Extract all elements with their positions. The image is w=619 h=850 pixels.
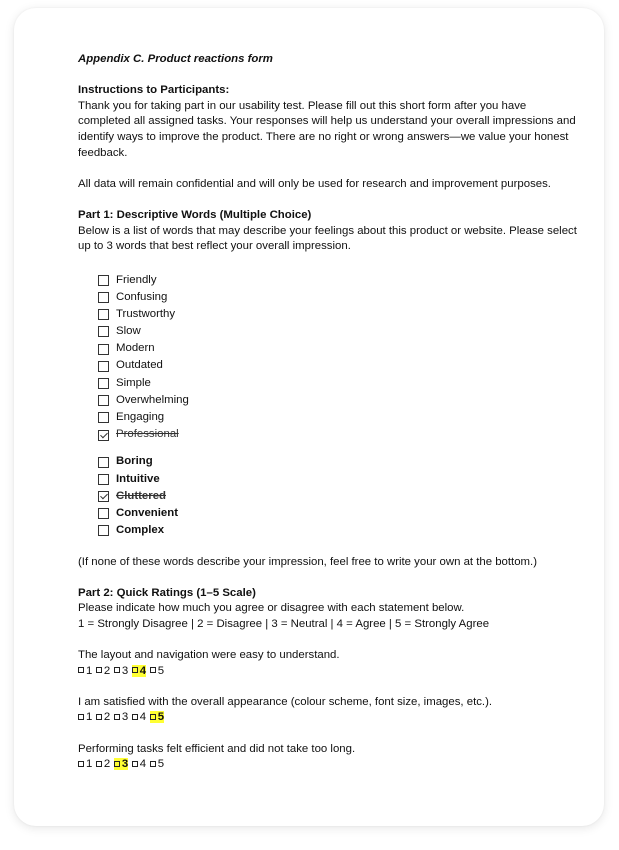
- rating-option-label: 2: [103, 664, 111, 677]
- checkbox[interactable]: [98, 378, 109, 389]
- word-option-outdated[interactable]: [98, 358, 578, 375]
- rating-option-label: 5: [157, 664, 165, 677]
- rating-checkbox[interactable]: [132, 761, 138, 767]
- rating-option-4-selected[interactable]: [132, 665, 147, 677]
- rating-option-label: 4: [139, 711, 147, 724]
- rating-option-1[interactable]: [78, 711, 93, 723]
- part1-note: (If none of these words describe your impression, feel free to write your own at the bottom.): [78, 555, 538, 568]
- rating-option-label: 5: [157, 758, 165, 771]
- word-option-label: Boring: [116, 455, 153, 468]
- word-option-label: Intuitive: [116, 472, 160, 485]
- rating-statement: The layout and navigation were easy to understand.: [78, 649, 340, 662]
- word-option-label: Trustworthy: [116, 307, 176, 320]
- rating-option-3[interactable]: [114, 665, 129, 677]
- rating-option-label: 1: [86, 664, 93, 677]
- word-option-cluttered[interactable]: [98, 488, 578, 505]
- rating-checkbox[interactable]: [114, 761, 120, 767]
- checkbox[interactable]: [98, 275, 109, 286]
- checkbox-checked[interactable]: [98, 430, 109, 441]
- rating-option-label: 3: [121, 758, 129, 771]
- form-content: [78, 52, 578, 773]
- checkbox[interactable]: [98, 508, 109, 519]
- rating-checkbox[interactable]: [132, 667, 138, 673]
- rating-option-5-selected[interactable]: [150, 711, 165, 723]
- rating-option-3[interactable]: [114, 711, 129, 723]
- rating-option-5[interactable]: [150, 665, 165, 677]
- word-option-intuitive[interactable]: [98, 471, 578, 488]
- checkbox[interactable]: [98, 309, 109, 320]
- rating-options: [78, 664, 578, 680]
- checkbox[interactable]: [98, 344, 109, 355]
- word-option-complex[interactable]: [98, 522, 578, 539]
- instructions-paragraph: Thank you for taking part in our usability test. Please fill out this short form after you have completed all assigned tasks. Your responses will help us understand your overall impressions and identify ways to improve the product. There are no right or wrong answers—we value your honest feedback.: [78, 99, 576, 159]
- rating-option-1[interactable]: [78, 665, 93, 677]
- rating-checkbox[interactable]: [114, 667, 120, 673]
- word-option-label: Professional: [116, 428, 179, 441]
- rating-option-label: 1: [86, 711, 93, 724]
- rating-checkbox[interactable]: [96, 714, 102, 720]
- rating-checkbox[interactable]: [96, 667, 102, 673]
- part1-description: Below is a list of words that may describe your feelings about this product or website. Please select up to 3 words that best reflect your overall impression.: [78, 224, 577, 253]
- rating-option-label: 2: [103, 711, 111, 724]
- word-option-label: Simple: [116, 376, 151, 389]
- rating-option-label: 4: [139, 664, 147, 677]
- rating-checkbox[interactable]: [150, 714, 156, 720]
- rating-option-label: 3: [121, 664, 129, 677]
- word-option-label: Cluttered: [116, 489, 166, 502]
- checkbox[interactable]: [98, 361, 109, 372]
- word-option-label: Engaging: [116, 411, 165, 424]
- rating-option-1[interactable]: [78, 758, 93, 770]
- part1-heading: Part 1: Descriptive Words (Multiple Choice): [78, 208, 312, 221]
- rating-option-3-selected[interactable]: [114, 758, 129, 770]
- rating-checkbox[interactable]: [114, 714, 120, 720]
- rating-checkbox[interactable]: [150, 667, 156, 673]
- word-option-label: Overwhelming: [116, 393, 189, 406]
- word-option-label: Outdated: [116, 359, 163, 372]
- word-option-trustworthy[interactable]: [98, 306, 578, 323]
- word-option-slow[interactable]: [98, 323, 578, 340]
- word-option-friendly[interactable]: [98, 272, 578, 289]
- word-checklist-group2: [78, 454, 578, 540]
- checkbox-checked[interactable]: [98, 491, 109, 502]
- rating-checkbox[interactable]: [78, 714, 84, 720]
- word-option-boring[interactable]: [98, 454, 578, 471]
- word-option-modern[interactable]: [98, 340, 578, 357]
- rating-statements: [78, 633, 578, 773]
- word-option-label: Slow: [116, 325, 141, 338]
- word-option-label: Friendly: [116, 273, 157, 286]
- word-option-confusing[interactable]: [98, 289, 578, 306]
- word-option-label: Complex: [116, 524, 165, 537]
- word-option-label: Modern: [116, 342, 155, 355]
- part2-heading: Part 2: Quick Ratings (1–5 Scale): [78, 586, 256, 599]
- word-option-professional[interactable]: [98, 426, 578, 443]
- checkbox[interactable]: [98, 412, 109, 423]
- rating-statement: I am satisfied with the overall appearance (colour scheme, font size, images, etc.).: [78, 695, 493, 708]
- rating-checkbox[interactable]: [78, 761, 84, 767]
- confidentiality-paragraph: All data will remain confidential and will only be used for research and improvement purposes.: [78, 177, 551, 190]
- checkbox[interactable]: [98, 326, 109, 337]
- word-option-label: Confusing: [116, 290, 168, 303]
- instructions-heading: Instructions to Participants:: [78, 84, 230, 97]
- checkbox[interactable]: [98, 292, 109, 303]
- word-option-simple[interactable]: [98, 375, 578, 392]
- rating-option-2[interactable]: [96, 758, 111, 770]
- rating-options: [78, 710, 578, 726]
- rating-checkbox[interactable]: [132, 714, 138, 720]
- rating-option-2[interactable]: [96, 665, 111, 677]
- rating-checkbox[interactable]: [78, 667, 84, 673]
- rating-option-label: 2: [103, 758, 111, 771]
- rating-option-label: 1: [86, 758, 93, 771]
- rating-option-2[interactable]: [96, 711, 111, 723]
- part2-description: Please indicate how much you agree or disagree with each statement below.: [78, 602, 465, 615]
- rating-option-4[interactable]: [132, 711, 147, 723]
- checkbox[interactable]: [98, 457, 109, 468]
- page-title: Appendix C. Product reactions form: [78, 53, 273, 65]
- rating-statement: Performing tasks felt efficient and did not take too long.: [78, 742, 356, 755]
- rating-scale-legend: 1 = Strongly Disagree | 2 = Disagree | 3 = Neutral | 4 = Agree | 5 = Strongly Agree: [78, 617, 490, 630]
- rating-option-5[interactable]: [150, 758, 165, 770]
- document-card: [14, 8, 604, 826]
- rating-option-label: 3: [121, 711, 129, 724]
- checkbox[interactable]: [98, 474, 109, 485]
- word-checklist-group1: [78, 272, 578, 444]
- checkbox[interactable]: [98, 395, 109, 406]
- word-option-convenient[interactable]: [98, 505, 578, 522]
- word-option-label: Convenient: [116, 506, 179, 519]
- rating-option-4[interactable]: [132, 758, 147, 770]
- checkbox[interactable]: [98, 525, 109, 536]
- word-option-overwhelming[interactable]: [98, 392, 578, 409]
- rating-option-label: 4: [139, 758, 147, 771]
- word-option-engaging[interactable]: [98, 409, 578, 426]
- rating-checkbox[interactable]: [150, 761, 156, 767]
- rating-options: [78, 757, 578, 773]
- rating-checkbox[interactable]: [96, 761, 102, 767]
- rating-option-label: 5: [157, 711, 165, 724]
